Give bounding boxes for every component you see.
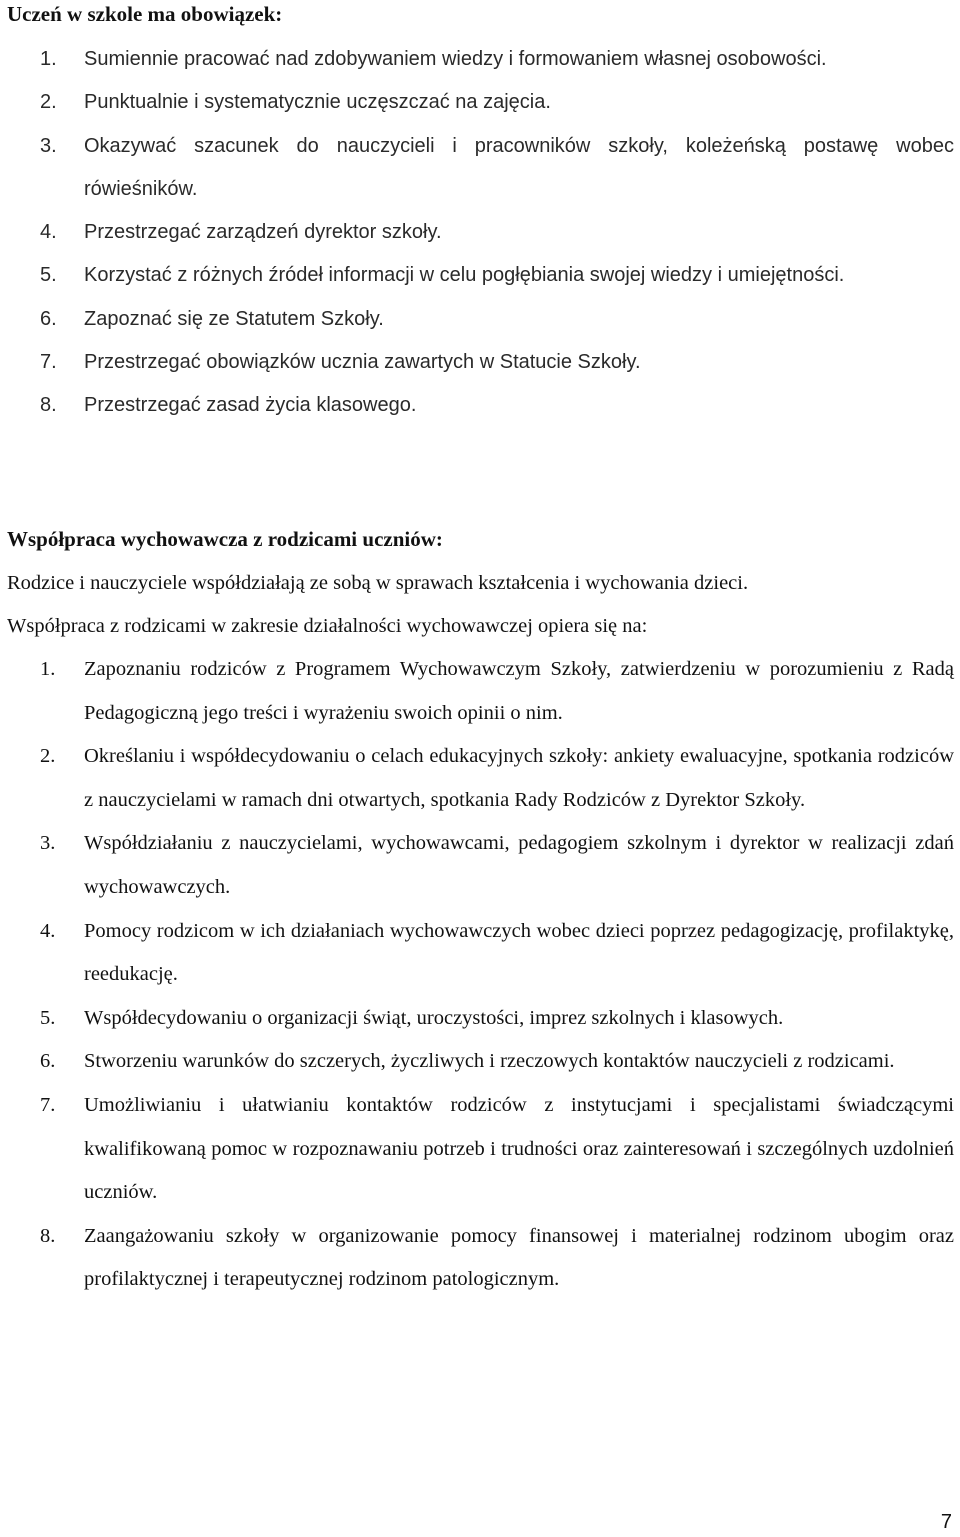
list-item-number: 2. [40, 745, 56, 768]
list-item-text: Współdecydowaniu o organizacji świąt, uroczystości, imprez szkolnych i klasowych. [84, 1006, 784, 1029]
list-item-number: 7. [40, 1093, 56, 1116]
list-item-number: 2. [40, 91, 57, 114]
intro-paragraph: Rodzice i nauczyciele współdziałają ze sobą w sprawach kształcenia i wychowania dzieci. [7, 572, 749, 594]
list-item-text: Przestrzegać zasad życia klasowego. [84, 394, 417, 417]
list-item [0, 125, 960, 212]
student-duties-list [0, 38, 960, 428]
list-item [0, 1040, 960, 1084]
list-item [0, 648, 960, 735]
list-item-text: Zaangażowaniu szkoły w organizowanie pomocy finansowej i materialnej rodzinom ubogim oraz profilaktycznej i terapeutycznej rodzinom patologicznym. [84, 1224, 954, 1291]
section-heading-student-duties: Uczeń w szkole ma obowiązek: [7, 2, 283, 26]
list-item-number: 3. [40, 832, 56, 855]
list-item-text: Okazywać szacunek do nauczycieli i pracowników szkoły, koleżeńską postawę wobec rówieśników. [84, 134, 954, 200]
list-item-text: Pomocy rodzicom w ich działaniach wychowawczych wobec dzieci poprzez pedagogizację, profilaktykę, reedukację. [84, 919, 954, 986]
list-item-text: Określaniu i współdecydowaniu o celach edukacyjnych szkoły: ankiety ewaluacyjne, spotkania rodziców z nauczycielami w ramach dni otwartych, spotkania Rady Rodziców z Dyrektor Szkoły. [84, 745, 954, 811]
list-item-number: 6. [40, 1050, 56, 1073]
list-item-text: Przestrzegać obowiązków ucznia zawartych w Statucie Szkoły. [84, 351, 641, 374]
list-item-text: Punktualnie i systematycznie uczęszczać na zajęcia. [84, 91, 551, 114]
intro-paragraph: Współpraca z rodzicami w zakresie działalności wychowawczej opiera się na: [7, 615, 648, 637]
list-item-number: 4. [40, 919, 56, 942]
list-item [0, 997, 960, 1041]
list-item-number: 8. [40, 1224, 56, 1247]
list-item-number: 6. [40, 307, 57, 330]
list-item-text: Współdziałaniu z nauczycielami, wychowawcami, pedagogiem szkolnym i dyrektor w realizacji zdań wychowawczych. [84, 832, 954, 898]
list-item-number: 5. [40, 1006, 56, 1029]
list-item-text: Sumiennie pracować nad zdobywaniem wiedzy i formowaniem własnej osobowości. [84, 48, 827, 70]
list-item [0, 910, 960, 997]
list-item-number: 1. [40, 48, 57, 70]
list-item-number: 8. [40, 394, 57, 417]
list-item [0, 384, 960, 427]
list-item-number: 1. [40, 658, 56, 680]
list-item-text: Przestrzegać zarządzeń dyrektor szkoły. [84, 221, 442, 244]
list-item-number: 7. [40, 351, 57, 374]
list-item-text: Zapoznaniu rodziców z Programem Wychowawczym Szkoły, zatwierdzeniu w porozumieniu z Radą Pedagogiczną jego treści i wyrażeniu swoich opinii o nim. [84, 658, 954, 724]
list-item-text: Stworzeniu warunków do szczerych, życzliwych i rzeczowych kontaktów nauczycieli z rodzicami. [84, 1050, 895, 1073]
list-item [0, 298, 960, 341]
list-item [0, 1084, 960, 1215]
list-item [0, 211, 960, 254]
list-item [0, 254, 960, 297]
parent-cooperation-list [0, 648, 960, 1302]
list-item [0, 735, 960, 822]
list-item-number: 3. [40, 134, 57, 157]
list-item-text: Korzystać z różnych źródeł informacji w celu pogłębiania swojej wiedzy i umiejętności. [84, 264, 845, 287]
list-item [0, 81, 960, 124]
list-item-text: Umożliwianiu i ułatwianiu kontaktów rodziców z instytucjami i specjalistami świadczącymi kwalifikowaną pomoc w rozpoznawaniu potrzeb i trudności oraz zainteresowań i szczególnych uzdolnień uczniów. [84, 1093, 954, 1204]
list-item-text: Zapoznać się ze Statutem Szkoły. [84, 307, 384, 330]
list-item-number: 5. [40, 264, 57, 287]
list-item [0, 1215, 960, 1302]
list-item [0, 341, 960, 384]
list-item [0, 38, 960, 81]
page-number: 7 [940, 1511, 952, 1533]
section-heading-parent-cooperation: Współpraca wychowawcza z rodzicami uczniów: [7, 527, 443, 551]
list-item-number: 4. [40, 221, 57, 244]
list-item [0, 822, 960, 909]
